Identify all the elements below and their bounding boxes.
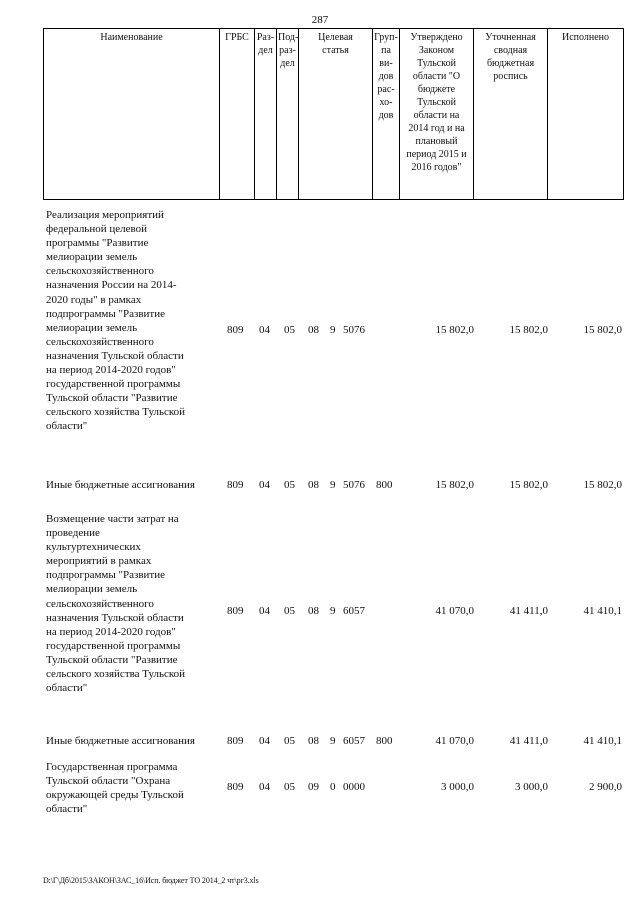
row-target-code: 5076 xyxy=(343,324,365,336)
header-target: Целевая статья xyxy=(299,29,373,200)
row-refined: 15 802,0 xyxy=(509,479,548,491)
header-group: Груп- па ви- дов рас- хо- дов xyxy=(373,29,400,200)
header-razdel: Раз- дел xyxy=(255,29,277,200)
row-target-subprogram: 9 xyxy=(330,324,336,336)
row-name: Реализация мероприятий федеральной целевой программы "Развитие мелиорации земель сельскохозяйственного назначения России на 2014- 2020 годы" в рамках подпрограммы "Развитие мелиорации земель сельскохозяйственного назначения Тульской области на период 2014-2020 годов" государственной программы Тульской области "Развитие сельского хозяйства Тульской области" xyxy=(46,209,186,433)
row-group: 800 xyxy=(376,479,393,491)
row-target-program: 08 xyxy=(308,479,319,491)
header-executed: Исполнено xyxy=(548,29,624,200)
row-grbs: 809 xyxy=(227,479,244,491)
row-razdel: 04 xyxy=(259,735,270,747)
header-approved: Утверждено Законом Тульской области "О бюджете Тульской области на 2014 год и на плановый период 2015 и 2016 годов" xyxy=(400,29,474,200)
row-grbs: 809 xyxy=(227,605,244,617)
row-razdel: 04 xyxy=(259,781,270,793)
header-grbs: ГРБС xyxy=(220,29,255,200)
row-target-program: 08 xyxy=(308,735,319,747)
row-podrazdel: 05 xyxy=(284,781,295,793)
table-header xyxy=(43,28,624,200)
row-razdel: 04 xyxy=(259,324,270,336)
row-target-code: 0000 xyxy=(343,781,365,793)
row-podrazdel: 05 xyxy=(284,324,295,336)
row-grbs: 809 xyxy=(227,735,244,747)
row-approved: 15 802,0 xyxy=(435,324,474,336)
row-target-program: 08 xyxy=(308,605,319,617)
page-number: 287 xyxy=(311,14,329,26)
row-executed: 15 802,0 xyxy=(583,324,622,336)
row-target-subprogram: 9 xyxy=(330,735,336,747)
row-approved: 41 070,0 xyxy=(435,605,474,617)
row-grbs: 809 xyxy=(227,324,244,336)
row-razdel: 04 xyxy=(259,605,270,617)
row-approved: 3 000,0 xyxy=(441,781,474,793)
row-executed: 41 410,1 xyxy=(583,605,622,617)
row-target-subprogram: 0 xyxy=(330,781,336,793)
row-podrazdel: 05 xyxy=(284,735,295,747)
row-podrazdel: 05 xyxy=(284,605,295,617)
row-executed: 15 802,0 xyxy=(583,479,622,491)
row-name: Иные бюджетные ассигнования xyxy=(46,479,195,491)
row-target-program: 08 xyxy=(308,324,319,336)
row-executed: 41 410,1 xyxy=(583,735,622,747)
row-grbs: 809 xyxy=(227,781,244,793)
header-refined: Уточненная сводная бюджетная роспись xyxy=(474,29,548,200)
row-refined: 41 411,0 xyxy=(509,735,548,747)
row-name: Иные бюджетные ассигнования xyxy=(46,735,195,747)
row-target-code: 5076 xyxy=(343,479,365,491)
row-target-code: 6057 xyxy=(343,735,365,747)
header-name: Наименование xyxy=(44,29,220,200)
row-name: Возмещение части затрат на проведение культуртехнических мероприятий в рамках подпрограммы "Развитие мелиорации земель сельскохозяйственного назначения Тульской области на период 2014-2020 годов" государственной программы Тульской области "Развитие сельского хозяйства Тульской области" xyxy=(46,513,186,695)
row-approved: 15 802,0 xyxy=(435,479,474,491)
row-target-subprogram: 9 xyxy=(330,605,336,617)
row-executed: 2 900,0 xyxy=(589,781,622,793)
row-approved: 41 070,0 xyxy=(435,735,474,747)
file-path-footer: D:\Г\Дб\2015\ЗАКОН\ЗАС_16\Исп. бюджет ТО 2014_2 чт\рг3.xls xyxy=(43,876,259,885)
row-refined: 3 000,0 xyxy=(515,781,548,793)
row-name: Государственная программа Тульской области "Охрана окружающей среды Тульской области" xyxy=(46,761,184,816)
row-razdel: 04 xyxy=(259,479,270,491)
row-refined: 41 411,0 xyxy=(509,605,548,617)
row-group: 800 xyxy=(376,735,393,747)
row-target-code: 6057 xyxy=(343,605,365,617)
row-podrazdel: 05 xyxy=(284,479,295,491)
row-refined: 15 802,0 xyxy=(509,324,548,336)
header-podrazdel: Под- раз- дел xyxy=(277,29,299,200)
row-target-program: 09 xyxy=(308,781,319,793)
row-target-subprogram: 9 xyxy=(330,479,336,491)
